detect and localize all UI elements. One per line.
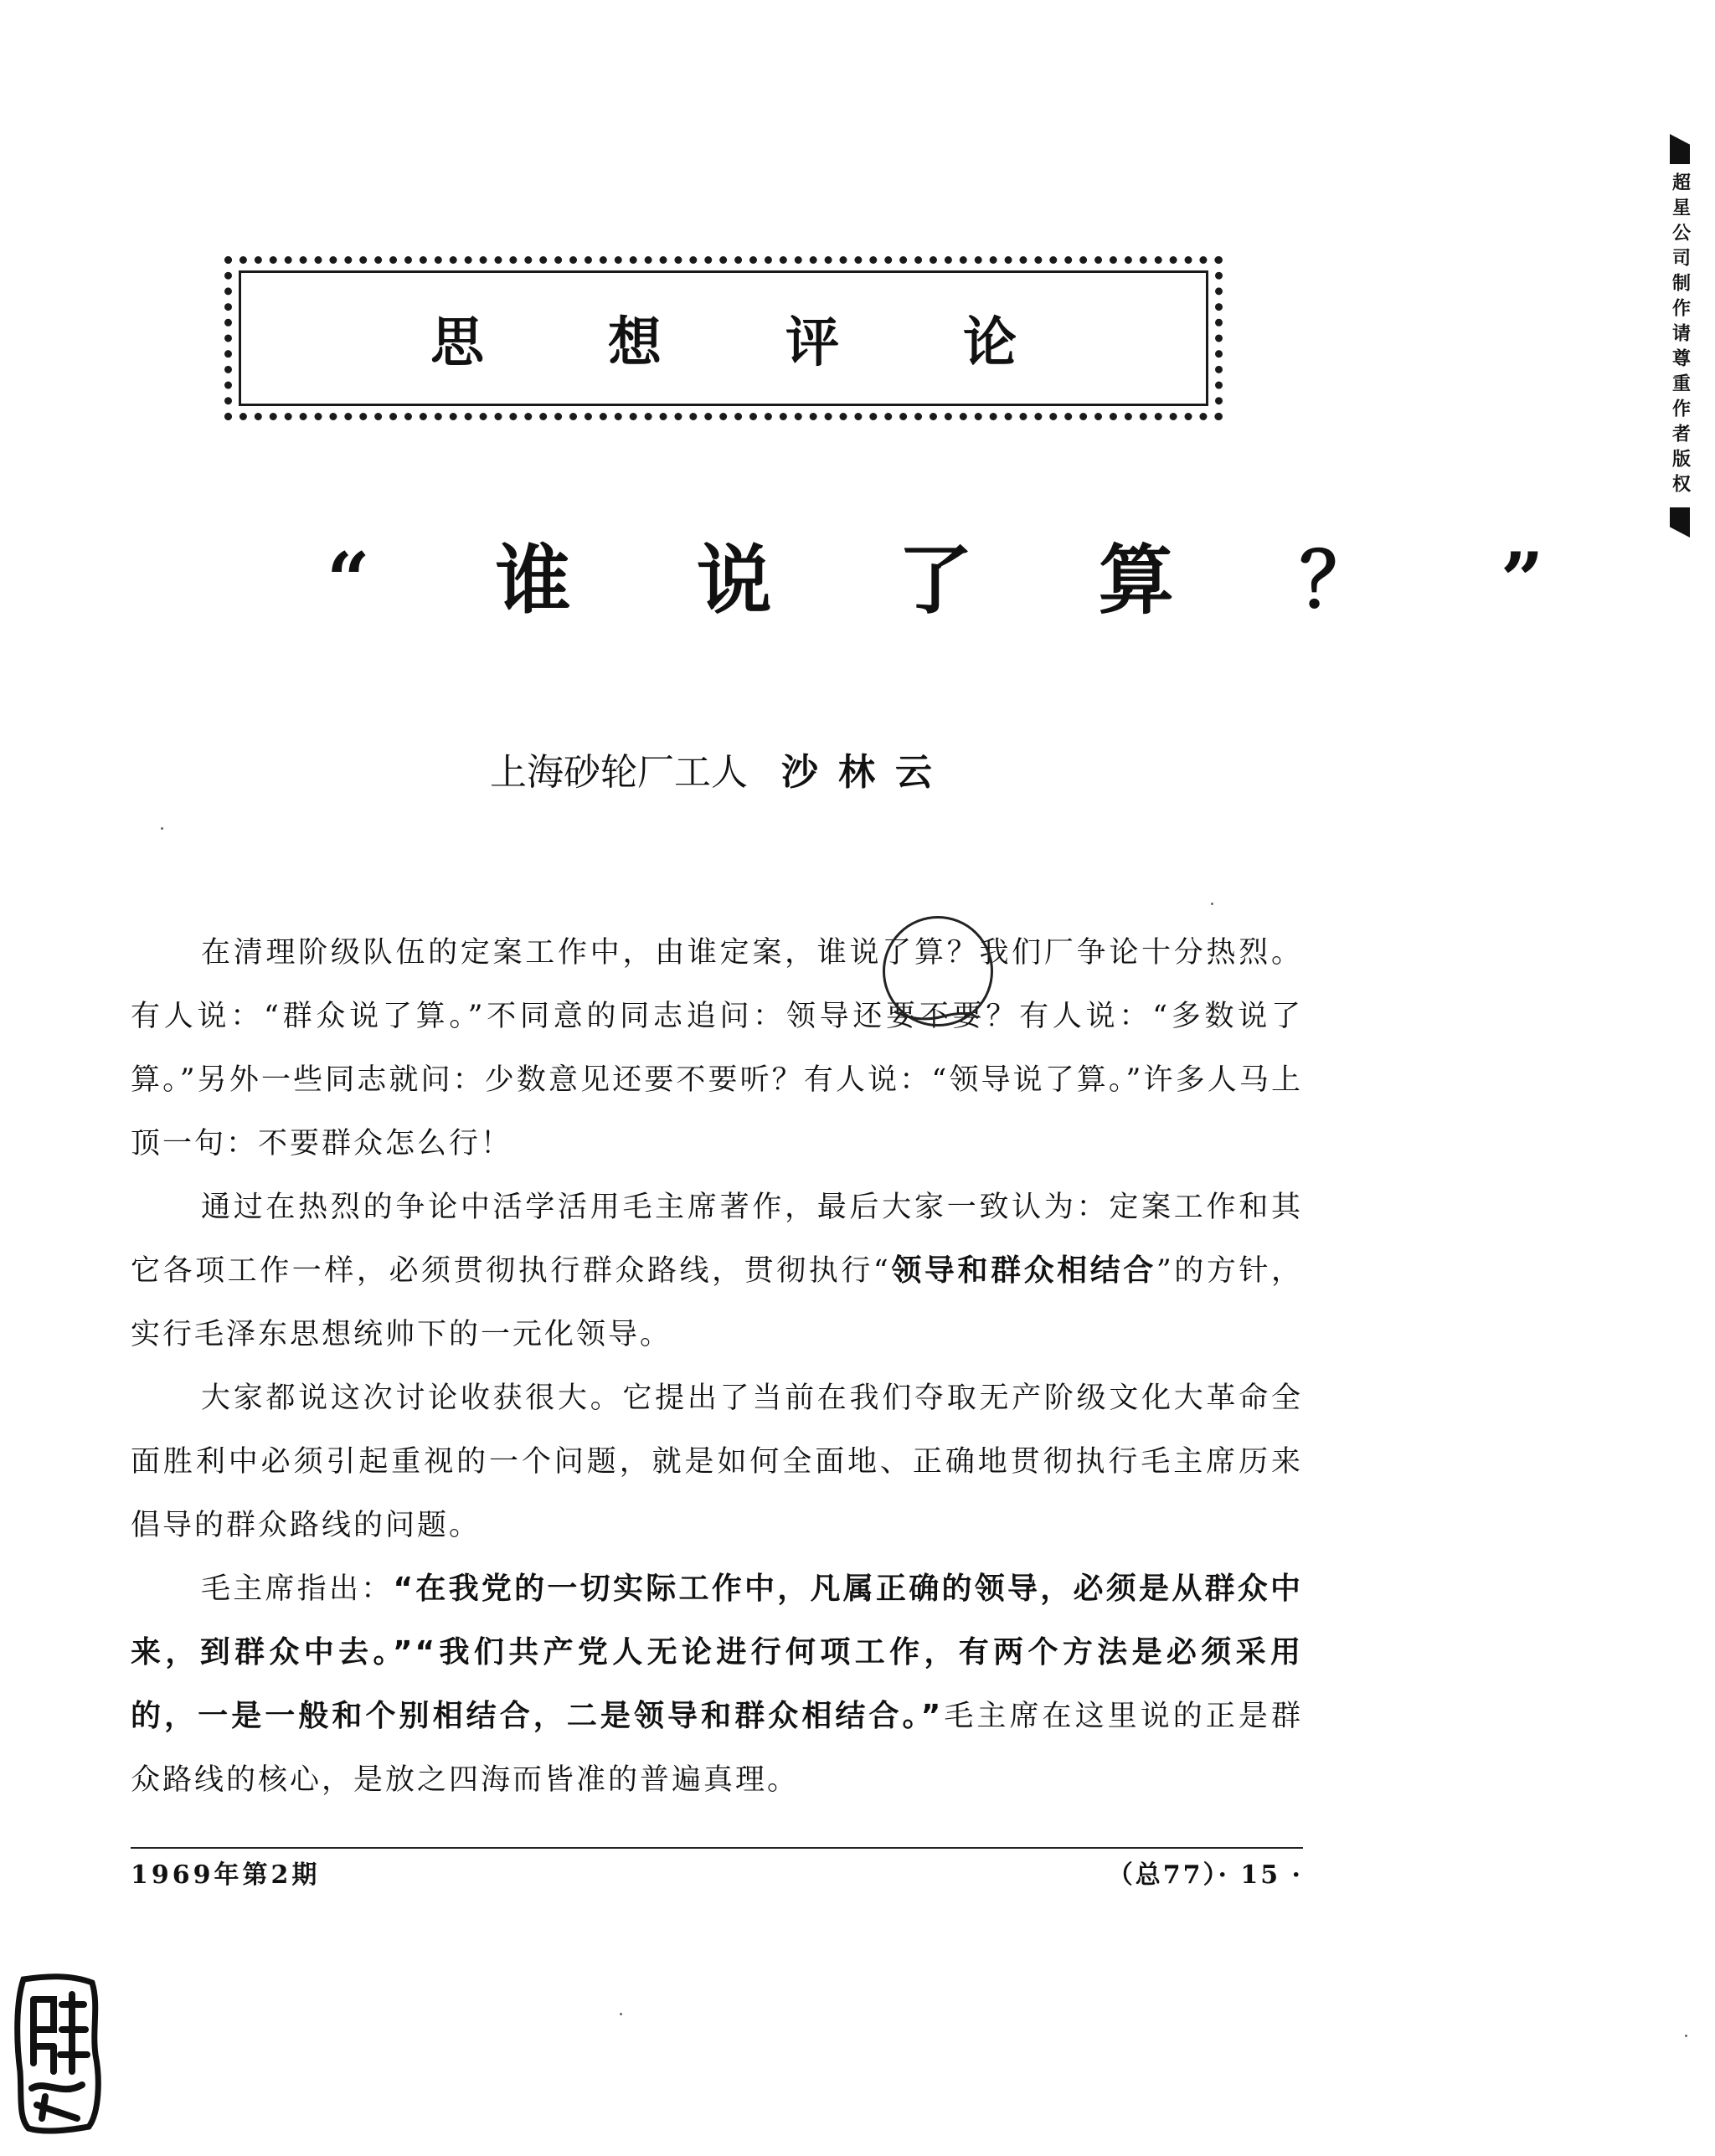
- paragraph-4: [131, 1557, 1303, 1812]
- byline-affiliation: 上海砂轮厂工人: [490, 751, 748, 794]
- scan-speck: [1685, 2035, 1687, 2037]
- paragraph-1: [131, 921, 1303, 1176]
- watermark-bar-bottom: [1670, 507, 1690, 538]
- paragraph-4-quote: “在我党的一切实际工作中，凡属正确的领导，必须是从群众中来，到群众中去。”“我们共产党人无论进行何项工作，有两个方法是必须采用的，一是一般和个别相结合，二是领导和群众相结合。”: [131, 1572, 1303, 1733]
- article-body: [131, 921, 1303, 1812]
- side-watermark: [1663, 134, 1697, 538]
- footer-page-number: （总77）· 15 ·: [1107, 1860, 1303, 1890]
- footer-issue: 1969年第2期: [131, 1860, 321, 1890]
- scan-speck: [1211, 903, 1213, 905]
- paragraph-2: [131, 1176, 1303, 1366]
- paragraph-4-text-a: 毛主席指出：: [201, 1572, 394, 1606]
- handwritten-strike-mark: [893, 1008, 980, 1025]
- column-header-box: [224, 256, 1223, 420]
- footer-rule: [131, 1847, 1303, 1849]
- paragraph-3-text: 大家都说这次讨论收获很大。它提出了当前在我们夺取无产阶级文化大革命全面胜利中必须引起重视的一个问题，就是如何全面地、正确地贯彻执行毛主席历来倡导的群众路线的问题。: [131, 1382, 1303, 1542]
- paragraph-1-text: 在清理阶级队伍的定案工作中，由谁定案，谁说了算？我们厂争论十分热烈。有人说：“群众说了算。”不同意的同志追问：领导还要不要？有人说：“多数说了算。”另外一些同志就问：少数意见还要不要听？有人说：“领导说了算。”许多人马上顶一句：不要群众怎么行！: [131, 936, 1303, 1160]
- byline-author: 沙林云: [781, 751, 952, 794]
- seal-stamp-icon: [12, 1971, 106, 2135]
- article-title: “谁说了算？”: [327, 536, 1670, 625]
- paragraph-2-text-a: 通过在热烈的争论中活学活用毛主席著作，最后大家一致认为：定案工作和其它各项工作一样，必须贯彻执行群众路线，贯彻执行“: [131, 1191, 1303, 1288]
- paragraph-4-text-b: 毛主席在这里说的正是群众路线的核心，是放之四海而皆准的普遍真理。: [131, 1700, 1303, 1797]
- scan-speck: [161, 827, 163, 830]
- paragraph-2-text-b: ”的方针，实行毛泽东思想统帅下的一元化领导。: [131, 1254, 1303, 1351]
- column-title: 思想评论: [430, 312, 1141, 374]
- watermark-text: 超星公司制作请尊重作者版权: [1669, 172, 1691, 499]
- paragraph-3: [131, 1366, 1303, 1557]
- byline: [490, 742, 952, 795]
- watermark-bar-top: [1670, 134, 1690, 164]
- paragraph-2-quote: 领导和群众相结合: [890, 1253, 1156, 1288]
- scan-speck: [620, 2013, 622, 2015]
